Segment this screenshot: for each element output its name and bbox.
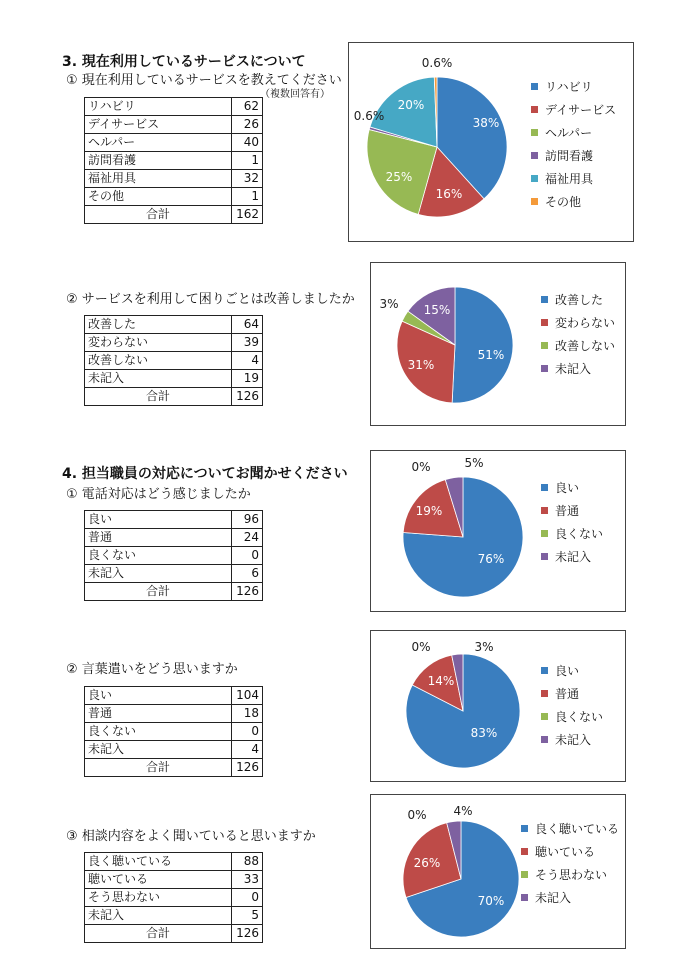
- total-row: [85, 206, 263, 224]
- s3-q1-note: （複数回答有）: [260, 89, 330, 100]
- pct-label: 15%: [423, 303, 451, 317]
- table-row: [85, 511, 263, 529]
- row-value: 0: [232, 889, 263, 907]
- total-label: 合計: [85, 925, 232, 943]
- pct-label: 70%: [477, 894, 505, 908]
- legend-swatch: [541, 530, 548, 537]
- table-row: [85, 170, 263, 188]
- s3-q1-table: [84, 97, 263, 224]
- pct-label: 20%: [397, 98, 425, 112]
- total-label: 合計: [85, 759, 232, 777]
- row-label: ヘルパー: [85, 134, 232, 152]
- pct-label: 3%: [474, 640, 494, 654]
- row-label: 良く聴いている: [85, 853, 232, 871]
- row-label: 普通: [85, 705, 232, 723]
- row-label: 普通: [85, 529, 232, 547]
- row-value: 4: [232, 741, 263, 759]
- legend-item: ヘルパー: [531, 121, 616, 144]
- legend-item: 普通: [541, 499, 603, 522]
- row-label: 訪問看護: [85, 152, 232, 170]
- pct-label: 16%: [435, 187, 463, 201]
- pct-label: 0%: [411, 460, 431, 474]
- chart-phone: [370, 450, 626, 612]
- row-value: 104: [232, 687, 263, 705]
- row-value: 32: [232, 170, 263, 188]
- s4-q2-table: [84, 686, 263, 777]
- legend-swatch: [541, 667, 548, 674]
- row-label: 未記入: [85, 565, 232, 583]
- legend-swatch: [541, 484, 548, 491]
- row-label: その他: [85, 188, 232, 206]
- pct-label: 5%: [464, 456, 484, 470]
- row-label: 良くない: [85, 723, 232, 741]
- legend-swatch: [521, 894, 528, 901]
- row-value: 40: [232, 134, 263, 152]
- pct-label: 0.6%: [353, 109, 385, 123]
- row-value: 33: [232, 871, 263, 889]
- row-label: 良くない: [85, 547, 232, 565]
- legend: [541, 288, 615, 380]
- legend-item: 良くない: [541, 522, 603, 545]
- row-value: 96: [232, 511, 263, 529]
- section3-heading: 3. 現在利用しているサービスについて: [62, 54, 306, 70]
- table-row: [85, 907, 263, 925]
- total-value: 126: [232, 759, 263, 777]
- pct-label: 19%: [415, 504, 443, 518]
- legend-swatch: [541, 553, 548, 560]
- row-value: 88: [232, 853, 263, 871]
- legend-swatch: [541, 690, 548, 697]
- pct-label: 25%: [385, 170, 413, 184]
- legend-item: 聴いている: [521, 840, 619, 863]
- table-row: [85, 871, 263, 889]
- pct-label: 3%: [379, 297, 399, 311]
- legend-swatch: [521, 848, 528, 855]
- legend-swatch: [541, 713, 548, 720]
- table-row: [85, 741, 263, 759]
- row-value: 5: [232, 907, 263, 925]
- s4-q3-table: [84, 852, 263, 943]
- pct-label: 76%: [477, 552, 505, 566]
- total-label: 合計: [85, 388, 232, 406]
- legend-item: 未記入: [541, 357, 615, 380]
- row-label: デイサービス: [85, 116, 232, 134]
- row-label: 改善しない: [85, 352, 232, 370]
- pct-label: 51%: [477, 348, 505, 362]
- row-value: 19: [232, 370, 263, 388]
- s3-q2-table: [84, 315, 263, 406]
- legend: [531, 75, 616, 213]
- row-label: リハビリ: [85, 98, 232, 116]
- table-row: [85, 98, 263, 116]
- row-value: 24: [232, 529, 263, 547]
- row-value: 64: [232, 316, 263, 334]
- table-row: [85, 334, 263, 352]
- legend-item: 福祉用具: [531, 167, 616, 190]
- row-label: 未記入: [85, 907, 232, 925]
- pct-label: 0.6%: [421, 56, 453, 70]
- row-value: 0: [232, 547, 263, 565]
- table-row: [85, 853, 263, 871]
- total-row: [85, 759, 263, 777]
- total-value: 126: [232, 925, 263, 943]
- legend-swatch: [541, 507, 548, 514]
- row-label: 改善した: [85, 316, 232, 334]
- pct-label: 4%: [453, 804, 473, 818]
- pct-label: 31%: [407, 358, 435, 372]
- row-value: 6: [232, 565, 263, 583]
- legend-item: 普通: [541, 682, 603, 705]
- legend-item: 良くない: [541, 705, 603, 728]
- row-label: 変わらない: [85, 334, 232, 352]
- chart-services: [348, 42, 634, 242]
- chart-improvement: [370, 262, 626, 426]
- s4-q3-title: ③ 相談内容をよく聞いていると思いますか: [66, 829, 316, 844]
- s4-q1-table: [84, 510, 263, 601]
- pct-label: 0%: [407, 808, 427, 822]
- legend-item: 良い: [541, 659, 603, 682]
- pct-label: 83%: [470, 726, 498, 740]
- table-row: [85, 687, 263, 705]
- table-row: [85, 116, 263, 134]
- legend: [541, 659, 603, 751]
- row-label: 未記入: [85, 370, 232, 388]
- section4-heading: 4. 担当職員の対応についてお聞かせください: [62, 466, 348, 482]
- total-row: [85, 925, 263, 943]
- table-row: [85, 529, 263, 547]
- row-value: 0: [232, 723, 263, 741]
- total-value: 126: [232, 388, 263, 406]
- chart-listening: [370, 794, 626, 949]
- pct-label: 26%: [413, 856, 441, 870]
- s3-q2-title: ② サービスを利用して困りごとは改善しましたか: [66, 292, 355, 307]
- legend-swatch: [541, 342, 548, 349]
- row-label: 聴いている: [85, 871, 232, 889]
- total-value: 162: [232, 206, 263, 224]
- legend-swatch: [541, 736, 548, 743]
- legend-item: 良く聴いている: [521, 817, 619, 840]
- legend-item: 変わらない: [541, 311, 615, 334]
- legend-item: 改善した: [541, 288, 615, 311]
- table-row: [85, 352, 263, 370]
- total-label: 合計: [85, 206, 232, 224]
- legend-swatch: [521, 871, 528, 878]
- legend-item: 訪問看護: [531, 144, 616, 167]
- row-value: 39: [232, 334, 263, 352]
- legend-swatch: [531, 198, 538, 205]
- row-value: 26: [232, 116, 263, 134]
- legend: [521, 817, 619, 909]
- table-row: [85, 134, 263, 152]
- table-row: [85, 889, 263, 907]
- legend-item: 良い: [541, 476, 603, 499]
- table-row: [85, 316, 263, 334]
- pct-label: 14%: [427, 674, 455, 688]
- row-label: そう思わない: [85, 889, 232, 907]
- pct-label: 38%: [472, 116, 500, 130]
- legend-swatch: [541, 319, 548, 326]
- table-row: [85, 723, 263, 741]
- legend-swatch: [531, 129, 538, 136]
- chart-wording: [370, 630, 626, 782]
- total-label: 合計: [85, 583, 232, 601]
- legend-swatch: [531, 83, 538, 90]
- legend-item: そう思わない: [521, 863, 619, 886]
- row-value: 1: [232, 152, 263, 170]
- row-label: 良い: [85, 511, 232, 529]
- legend-item: デイサービス: [531, 98, 616, 121]
- total-row: [85, 388, 263, 406]
- legend-item: 未記入: [541, 545, 603, 568]
- s4-q2-title: ② 言葉遣いをどう思いますか: [66, 662, 238, 677]
- s4-q1-title: ① 電話対応はどう感じましたか: [66, 487, 251, 502]
- row-value: 18: [232, 705, 263, 723]
- row-label: 福祉用具: [85, 170, 232, 188]
- legend-item: 未記入: [541, 728, 603, 751]
- total-value: 126: [232, 583, 263, 601]
- legend-item: リハビリ: [531, 75, 616, 98]
- legend-item: その他: [531, 190, 616, 213]
- legend-item: 改善しない: [541, 334, 615, 357]
- legend-swatch: [531, 175, 538, 182]
- legend-item: 未記入: [521, 886, 619, 909]
- legend-swatch: [521, 825, 528, 832]
- legend-swatch: [531, 152, 538, 159]
- table-row: [85, 152, 263, 170]
- table-row: [85, 705, 263, 723]
- row-value: 62: [232, 98, 263, 116]
- pct-label: 0%: [411, 640, 431, 654]
- pie-slice: [452, 287, 513, 403]
- legend-swatch: [531, 106, 538, 113]
- total-row: [85, 583, 263, 601]
- row-value: 4: [232, 352, 263, 370]
- table-row: [85, 370, 263, 388]
- legend: [541, 476, 603, 568]
- row-label: 未記入: [85, 741, 232, 759]
- row-value: 1: [232, 188, 263, 206]
- table-row: [85, 547, 263, 565]
- legend-swatch: [541, 296, 548, 303]
- table-row: [85, 565, 263, 583]
- legend-swatch: [541, 365, 548, 372]
- table-row: [85, 188, 263, 206]
- s3-q1-title: ① 現在利用しているサービスを教えてください: [66, 73, 342, 88]
- row-label: 良い: [85, 687, 232, 705]
